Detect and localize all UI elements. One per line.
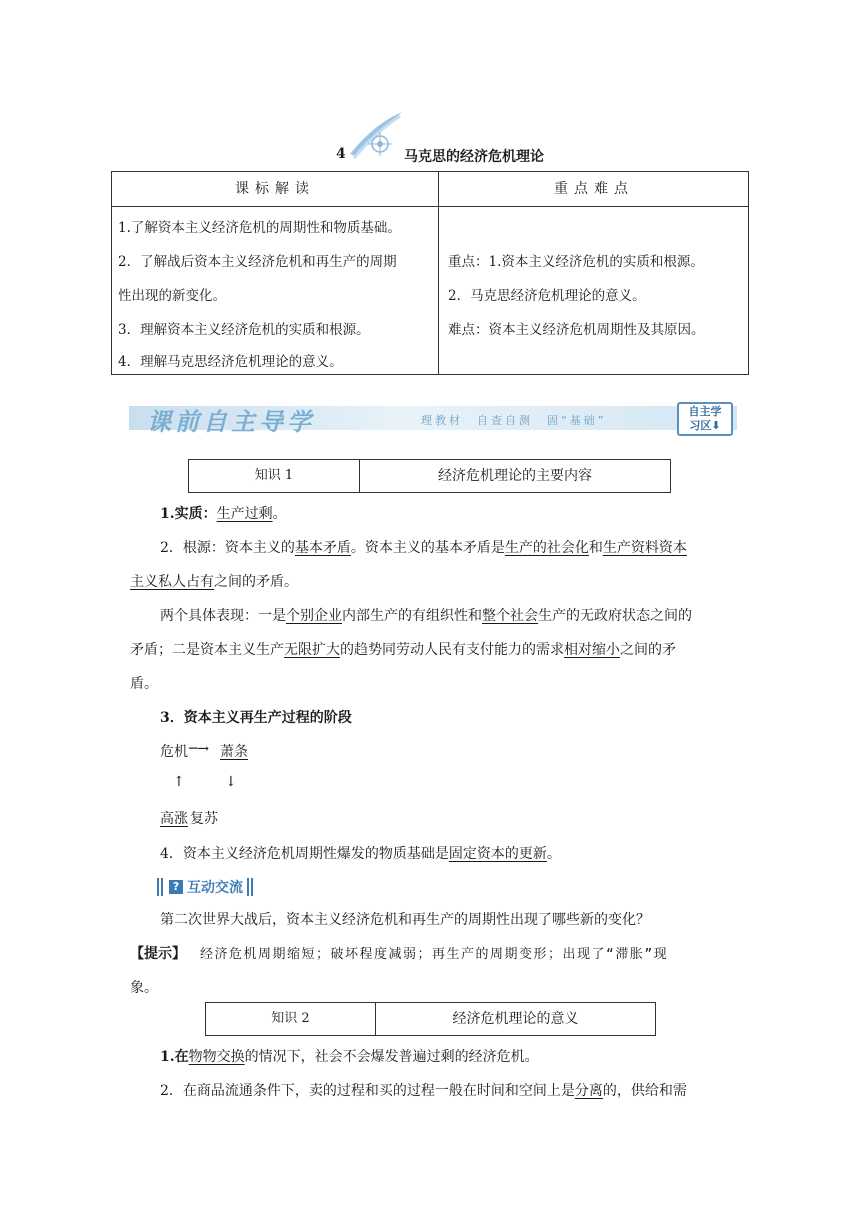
text: 。资本主义的基本矛盾是 (350, 540, 505, 556)
cycle-boom: 高涨 (160, 811, 188, 827)
knowledge-1-box (188, 459, 671, 493)
curriculum-table (111, 171, 749, 375)
text: 4．资本主义经济危机周期性爆发的物质基础是 (160, 846, 449, 862)
answer: 固定资本的更新 (448, 846, 547, 862)
banner-subtitle: 理教材 自查自测 固“基础” (421, 414, 607, 427)
answer: 个别企业 (286, 608, 342, 624)
text: 。 (272, 506, 287, 522)
curriculum-line: 4．理解马克思经济危机理论的意义。 (118, 354, 343, 370)
knowledge-title: 经济危机理论的主要内容 (438, 468, 592, 484)
curriculum-line: 2．了解战后资本主义经济危机和再生产的周期 (118, 254, 397, 270)
arrow-right-icon: ─→ (189, 741, 210, 757)
header-curriculum: 课标解读 (235, 181, 315, 197)
cycle-crisis: 危机 (160, 744, 188, 760)
curriculum-line: 1.了解资本主义经济危机的周期性和物质基础。 (118, 220, 401, 236)
section-number: 4 (336, 146, 346, 162)
section-banner (129, 398, 737, 438)
answer: 生产的社会化 (504, 540, 589, 556)
text: 矛盾；二是资本主义生产 (130, 642, 284, 658)
k1-point-4 (160, 843, 561, 863)
page-title: 马克思的经济危机理论 (404, 149, 544, 165)
exchange-question: 第二次世界大战后，资本主义经济危机和再生产的周期性出现了哪些新的变化？ (160, 912, 650, 928)
answer: 分离 (574, 1083, 603, 1099)
curriculum-line: 3．理解资本主义经济危机的实质和根源。 (118, 322, 370, 338)
k1-manifestations-end: 盾。 (130, 676, 158, 692)
k2-point-2 (160, 1080, 687, 1100)
knowledge-title: 经济危机理论的意义 (452, 1011, 579, 1027)
hint-label: 【提示】 (130, 946, 186, 962)
knowledge-2-box (205, 1002, 656, 1036)
text: 2．在商品流通条件下，卖的过程和买的过程一般在时间和空间上是 (160, 1083, 575, 1099)
badge-line: 习区⬇ (689, 419, 721, 432)
knowledge-label: 知识 1 (189, 460, 360, 492)
answer: 生产资料资本 (602, 540, 687, 556)
curriculum-line: 性出现的新变化。 (118, 288, 226, 304)
k1-manifestations-cont (130, 639, 676, 659)
text: 1.在 (160, 1049, 189, 1065)
text: 1.实质： (160, 506, 217, 522)
text: 之间的矛盾。 (214, 574, 298, 590)
banner-title: 课前自主导学 (147, 408, 315, 436)
text: 两个具体表现：一是 (160, 608, 286, 624)
arrow-down-icon: ↓ (225, 774, 237, 790)
answer: 物物交换 (188, 1049, 245, 1065)
key-point-line: 重点：1.资本主义经济危机的实质和根源。 (448, 254, 704, 270)
hint-text: 经济危机周期缩短；破坏程度减弱；再生产的周期变形；出现了“滞胀”现 (200, 947, 669, 962)
header-key-points: 重点难点 (554, 181, 634, 197)
exchange-hint-end: 象。 (130, 980, 158, 996)
k2-point-1 (160, 1046, 539, 1066)
badge-line: 自主学 (688, 405, 722, 418)
answer: 生产过剩 (216, 506, 273, 522)
exchange-hint (130, 943, 668, 963)
text: 之间的矛 (620, 642, 676, 658)
text: 生产的无政府状态之间的 (538, 608, 692, 624)
title-logo (344, 110, 404, 162)
answer: 整个社会 (482, 608, 538, 624)
k1-manifestations (160, 605, 692, 625)
cycle-recovery: 复苏 (190, 811, 218, 827)
text: 的趋势同劳动人民有支付能力的需求 (340, 642, 564, 658)
k1-point-2 (160, 537, 687, 557)
text: 。 (546, 846, 561, 862)
k1-point-1 (160, 503, 287, 523)
text: 和 (588, 540, 603, 556)
answer: 相对缩小 (564, 642, 620, 658)
exchange-tag-label: 互动交流 (187, 880, 243, 896)
question-icon: ? (169, 880, 183, 894)
text: 内部生产的有组织性和 (342, 608, 482, 624)
key-point-line: 2．马克思经济危机理论的意义。 (448, 288, 646, 304)
text: 2．根源：资本主义的 (160, 540, 295, 556)
difficulty-line: 难点：资本主义经济危机周期性及其原因。 (448, 322, 705, 338)
k1-point-3: 3．资本主义再生产过程的阶段 (160, 710, 352, 726)
text: 的，供给和需 (602, 1083, 687, 1099)
cycle-depression: 萧条 (220, 744, 248, 760)
answer: 主义私人占有 (130, 574, 214, 590)
study-zone-badge (677, 402, 733, 436)
text: 的情况下，社会不会爆发普遍过剩的经济危机。 (244, 1049, 539, 1065)
answer: 无限扩大 (284, 642, 340, 658)
exchange-tag (157, 876, 255, 898)
k1-point-2-cont (130, 571, 298, 591)
arrow-up-icon: ↑ (173, 774, 185, 790)
knowledge-label: 知识 2 (206, 1003, 376, 1035)
answer: 基本矛盾 (294, 540, 351, 556)
